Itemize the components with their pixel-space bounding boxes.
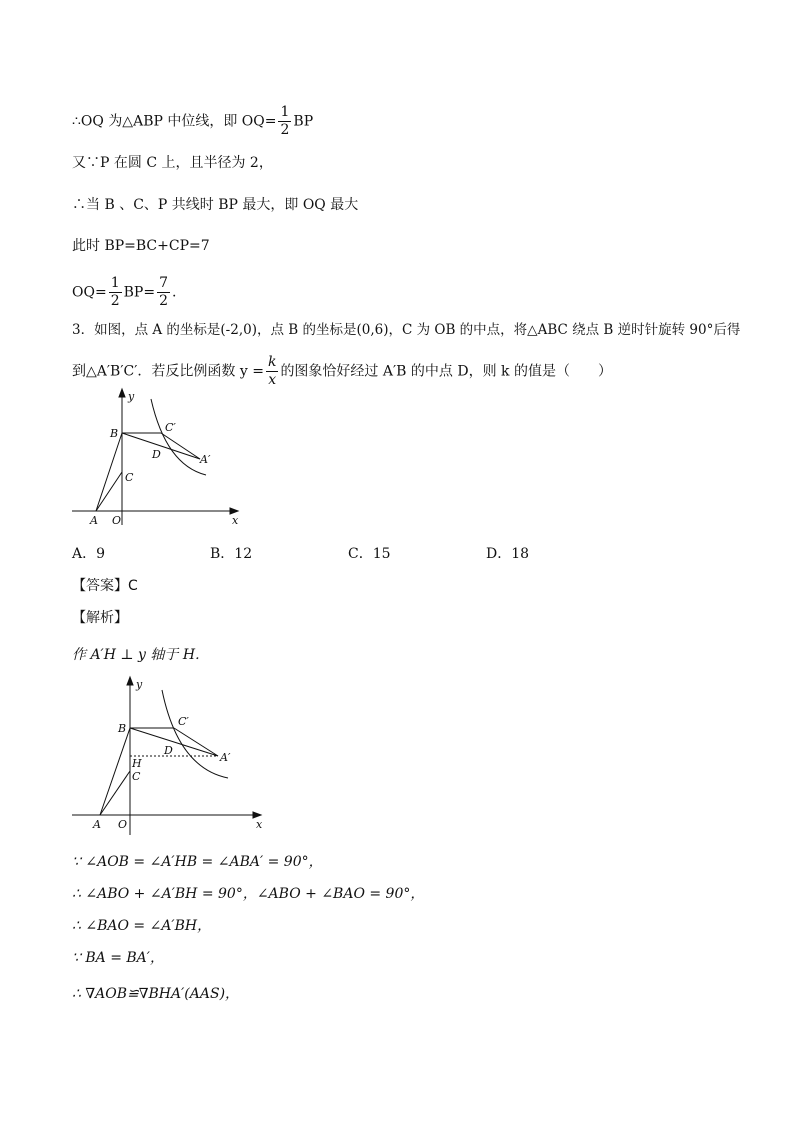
fraction-numerator: 7 bbox=[159, 275, 168, 291]
fraction-denominator: 2 bbox=[159, 293, 168, 309]
label-A: A bbox=[93, 818, 101, 831]
label-B: B bbox=[118, 722, 127, 735]
fraction bbox=[266, 354, 278, 389]
fraction-denominator: x bbox=[268, 372, 277, 388]
hyperbola-curve bbox=[162, 690, 228, 778]
figure-2 bbox=[66, 673, 276, 838]
label-y: y bbox=[128, 390, 135, 403]
label-O: O bbox=[112, 514, 122, 527]
label-A-prime: A′ bbox=[200, 453, 211, 466]
label-x: x bbox=[232, 514, 239, 527]
fraction-denominator: 2 bbox=[110, 293, 120, 309]
label-O: O bbox=[118, 818, 128, 831]
analysis-label: 【解析】 bbox=[72, 610, 128, 626]
segment-BA-prime bbox=[122, 433, 200, 459]
y-axis-arrow bbox=[127, 677, 133, 685]
label-D: D bbox=[164, 744, 173, 757]
label-x: x bbox=[256, 818, 263, 831]
option-d[interactable]: D．18 bbox=[486, 546, 530, 562]
analysis-step-2: ∴ ∠ABO + ∠A′BH = 90°，∠ABO + ∠BAO = 90°， bbox=[72, 886, 425, 902]
question-text: 的图象恰好经过 A′B 的中点 D，则 k 的值是（ ） bbox=[280, 363, 612, 380]
fraction bbox=[109, 275, 122, 310]
label-D: D bbox=[152, 448, 161, 461]
answer-line: 【答案】C bbox=[72, 578, 138, 594]
segment-AC bbox=[100, 771, 130, 815]
analysis-step-1: ∵ ∠AOB = ∠A′HB = ∠ABA′ = 90°， bbox=[72, 854, 323, 870]
label-C-prime: C′ bbox=[178, 715, 189, 728]
label-C: C bbox=[132, 770, 141, 783]
solution-line-3: ∴当 B 、C、P 共线时 BP 最大，即 OQ 最大 bbox=[72, 197, 359, 213]
solution-line-1 bbox=[72, 104, 313, 139]
label-A: A bbox=[90, 514, 98, 527]
label-A-prime: A′ bbox=[220, 751, 231, 764]
option-a[interactable]: A．9 bbox=[72, 546, 106, 562]
y-axis-arrow bbox=[119, 389, 125, 397]
segment-AC bbox=[96, 472, 122, 511]
label-C: C bbox=[125, 471, 134, 484]
solution-text: BP bbox=[293, 113, 314, 130]
analysis-step-3: ∴ ∠BAO = ∠A′BH， bbox=[72, 918, 212, 934]
option-c[interactable]: C．15 bbox=[348, 546, 391, 562]
option-b[interactable]: B．12 bbox=[210, 546, 253, 562]
label-H: H bbox=[132, 757, 142, 770]
solution-text: ∴OQ 为△ABP 中位线，即 OQ= bbox=[72, 113, 277, 130]
fraction-numerator: k bbox=[267, 354, 277, 370]
hyperbola-curve bbox=[151, 399, 206, 475]
options-row bbox=[72, 544, 722, 564]
solution-line-4: 此时 BP=BC+CP=7 bbox=[72, 238, 210, 254]
solution-line-2: 又∵P 在圆 C 上，且半径为 2， bbox=[72, 155, 273, 171]
label-B: B bbox=[110, 427, 119, 440]
solution-line-5 bbox=[72, 275, 176, 310]
fraction bbox=[157, 275, 170, 310]
fraction-numerator: 1 bbox=[280, 104, 290, 120]
segment-AB bbox=[100, 728, 130, 815]
analysis-intro: 作 A′H ⊥ y 轴于 H． bbox=[72, 647, 210, 663]
question-line-1: 3．如图，点 A 的坐标是(-2,0)，点 B 的坐标是(0,6)，C 为 OB 的中点，将△ABC 绕点 B 逆时针旋转 90°后得 bbox=[72, 322, 741, 338]
label-y: y bbox=[136, 678, 143, 691]
segment-C-prime-A-prime bbox=[161, 433, 200, 459]
solution-text: . bbox=[171, 284, 177, 301]
solution-text: OQ= bbox=[72, 284, 107, 301]
question-line-2 bbox=[72, 354, 612, 389]
segment-AB bbox=[96, 433, 122, 511]
fraction-numerator: 1 bbox=[110, 275, 120, 291]
segment-BA-prime bbox=[130, 728, 218, 756]
label-C-prime: C′ bbox=[165, 421, 176, 434]
fraction-denominator: 2 bbox=[280, 122, 290, 138]
analysis-step-4: ∵ BA = BA′， bbox=[72, 950, 164, 966]
analysis-step-5: ∴ ∇AOB≌∇BHA′(AAS)， bbox=[72, 986, 240, 1002]
fraction bbox=[278, 104, 291, 139]
solution-text: BP= bbox=[123, 284, 156, 301]
question-text: 到△A′B′C′．若反比例函数 y = bbox=[72, 363, 264, 380]
figure-1 bbox=[66, 385, 256, 535]
